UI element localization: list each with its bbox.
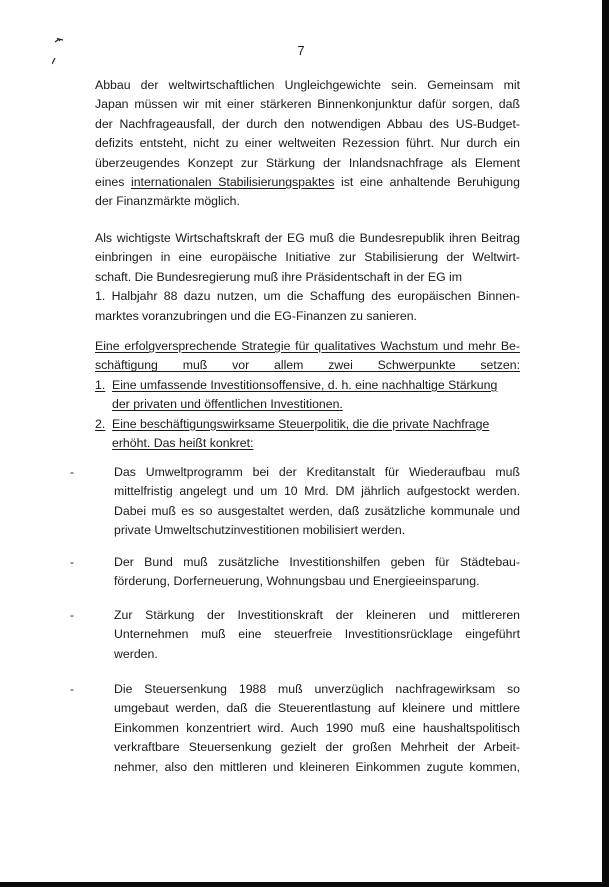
point-number: 1. <box>95 377 106 392</box>
text-line: 1. Halbjahr 88 dazu nutzen, um die Schaffung des europäischen Binnen- <box>95 289 520 304</box>
text-line: umgebaut werden, daß die Steuerentlastung auf kleinere und mittlere <box>114 701 520 716</box>
text-line: Der Bund muß zusätzliche Investitionshilfen geben für Städtebau- <box>114 555 520 569</box>
strategy-heading-line: Eine erfolgversprechende Strategie für qualitatives Wachstum und mehr Be- <box>95 339 520 353</box>
bullet-item-tax-cut <box>114 680 520 777</box>
text-line: Das Umweltprogramm bei der Kreditanstalt für Wiederaufbau muß <box>114 465 520 479</box>
bullet-dash: - <box>70 555 74 569</box>
text-line: Abbau der weltwirtschaftlichen Ungleichgewichte sein. Gemeinsam mit <box>95 78 520 92</box>
bullet-dash: - <box>70 682 74 696</box>
text-line: der Finanzmärkte möglich. <box>95 194 240 209</box>
bullet-item-environment-program <box>114 463 520 541</box>
bullet-item-investment-reserve <box>114 606 520 664</box>
text-line: Einkommen konzentriert wird. Auch 1990 muß eine haushaltspolitisch <box>114 720 520 735</box>
text-segment: eines <box>95 175 131 190</box>
bullet-dash: - <box>70 465 74 479</box>
paragraph-eg-initiative <box>95 229 520 326</box>
text-line: Die Steuersenkung 1988 muß unverzüglich nachfragewirksam so <box>114 682 520 696</box>
text-line: einbringen in eine europäische Initiative zur Stabilisierung der Weltwirt- <box>95 250 520 265</box>
point-line: Eine beschäftigungswirksame Steuerpolitik, die die private Nachfrage <box>112 416 490 431</box>
text-line: mittelfristig angelegt und um 10 Mrd. DM jährlich aufgestockt werden. <box>114 484 520 499</box>
text-line: förderung, Dorferneuerung, Wohnungsbau und Energieeinsparung. <box>114 574 480 589</box>
text-line: Japan müssen wir mit einer stärkeren Binnenkonjunktur dafür sorgen, daß <box>95 97 520 112</box>
numbered-point-2 <box>95 415 520 454</box>
text-line: Dabei muß es so ausgestaltet werden, daß zusätzliche kommunale und <box>114 503 520 518</box>
text-line: verkraftbare Steuersenkung gezielt der großen Mehrheit der Arbeit- <box>114 740 520 755</box>
text-segment: ist eine anhaltende Beruhigung <box>334 175 520 190</box>
point-number: 2. <box>95 416 106 431</box>
paragraph-world-economy <box>95 76 520 212</box>
text-line: werden. <box>114 646 158 661</box>
text-line: marktes voranzubringen und die EG-Finanzen zu sanieren. <box>95 308 417 323</box>
strategy-section <box>95 337 520 453</box>
point-text <box>112 415 520 454</box>
page-number: 7 <box>297 43 305 58</box>
text-line: defizits entsteht, nicht zu einer weltweiten Rezession führt. Nur durch ein <box>95 136 520 151</box>
text-line: der Nachfrageausfall, der durch den notwendigen Abbau des US-Budget- <box>95 116 520 131</box>
point-text <box>112 376 520 415</box>
text-line: Zur Stärkung der Investitionskraft der kleineren und mittlereren <box>114 608 520 622</box>
bullet-item-investment-aid <box>114 553 520 592</box>
text-line: schaft. Die Bundesregierung muß ihre Präsidentschaft in der EG im <box>95 269 463 284</box>
numbered-point-1 <box>95 376 520 415</box>
point-line: Eine umfassende Investitionsoffensive, d. h. eine nachhaltige Stärkung <box>112 377 498 392</box>
strategy-heading-line: schäftigung muß vor allem zwei Schwerpunkte setzen: <box>95 358 520 373</box>
bullet-dash: - <box>70 608 74 622</box>
text-line: nehmer, also den mittleren und kleineren Einkommen zugute kommen, <box>114 759 520 774</box>
text-line: Unternehmen muß eine steuerfreie Investitionsrücklage eingeführt <box>114 627 520 642</box>
underlined-term: internationalen Stabilisierungspaktes <box>130 175 335 190</box>
text-line <box>95 173 520 192</box>
text-line: Als wichtigste Wirtschaftskraft der EG muß die Bundesrepublik ihren Beitrag <box>95 231 520 245</box>
text-line: private Umweltschutzinvestitionen mobilisiert werden. <box>114 523 406 538</box>
point-line: erhöht. Das heißt konkret: <box>112 436 254 451</box>
point-line: der privaten und öffentlichen Investitionen. <box>112 397 343 412</box>
text-line: überzeugendes Konzept zur Stärkung der Inlandsnachfrage als Element <box>95 155 520 170</box>
